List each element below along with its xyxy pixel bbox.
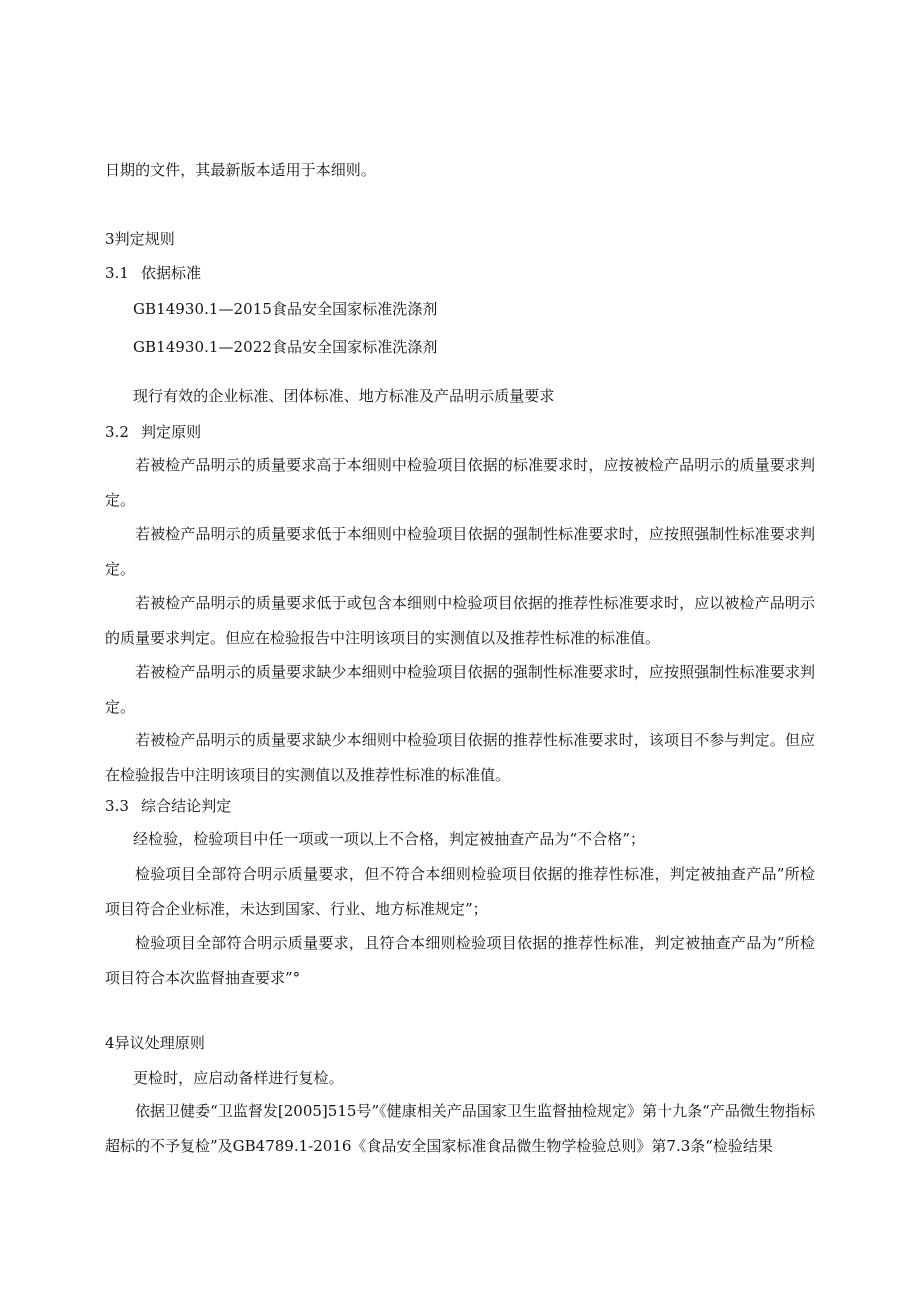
rule-paragraph: 若被检产品明示的质量要求高于本细则中检验项目依据的标准要求时，应按被检产品明示的质量要求判定。	[105, 456, 815, 509]
objection-paragraph: 更检时，应启动备样进行复检。	[133, 1069, 344, 1087]
section-3-1-heading	[105, 263, 201, 283]
rule-paragraph: 若被检产品明示的质量要求低于本细则中检验项目依据的强制性标准要求时，应按照强制性标准要求判定。	[105, 525, 815, 578]
rule-paragraph: 若被检产品明示的质量要求低于或包含本细则中检验项目依据的推荐性标准要求时，应以被检产品明示的质量要求判定。但应在检验报告中注明该项目的实测值以及推荐性标准的标准值。	[105, 594, 815, 647]
section-title: 综合结论判定	[141, 797, 232, 815]
section-title: 判定原则	[141, 423, 202, 441]
standard-item: GB14930.1—2015食品安全国家标准洗涤剂	[133, 300, 438, 318]
section-number: 3.3	[105, 797, 130, 815]
section-number: 3.1	[105, 264, 130, 282]
standard-item: 现行有效的企业标准、团体标准、地方标准及产品明示质量要求	[133, 387, 555, 405]
conclusion-paragraph: 检验项目全部符合明示质量要求，但不符合本细则检验项目依据的推荐性标准，判定被抽查产品”所检项目符合企业标准，未达到国家、行业、地方标准规定”；	[105, 865, 815, 918]
objection-paragraph: 依据卫健委“卫监督发[2005]515号”《健康相关产品国家卫生监督抽检规定》第十九条“产品微生物指标超标的不予复检”及GB4789.1-2016《食品安全国家标准食品微生物学检验总则》第7.3条“检验结果	[105, 1102, 815, 1155]
section-title: 依据标准	[141, 264, 202, 282]
section-4-heading: 4异议处理原则	[105, 1034, 205, 1052]
conclusion-paragraph: 经检验，检验项目中任一项或一项以上不合格，判定被抽查产品为“不合格”；	[133, 830, 646, 848]
section-3-2-heading	[105, 422, 201, 442]
section-3-heading: 3判定规则	[105, 230, 175, 248]
standard-item: GB14930.1—2022食品安全国家标准洗涤剂	[133, 338, 438, 356]
section-3-3-heading	[105, 796, 231, 816]
section-number: 3.2	[105, 423, 130, 441]
carry-over-line: 日期的文件，其最新版本适用于本细则。	[105, 161, 376, 179]
conclusion-paragraph: 检验项目全部符合明示质量要求，且符合本细则检验项目依据的推荐性标准，判定被抽查产品为“所检项目符合本次监督抽查要求”°	[105, 934, 815, 987]
rule-paragraph: 若被检产品明示的质量要求缺少本细则中检验项目依据的强制性标准要求时，应按照强制性标准要求判定。	[105, 663, 815, 716]
rule-paragraph: 若被检产品明示的质量要求缺少本细则中检验项目依据的推荐性标准要求时，该项目不参与判定。但应在检验报告中注明该项目的实测值以及推荐性标准的标准值。	[105, 731, 815, 784]
